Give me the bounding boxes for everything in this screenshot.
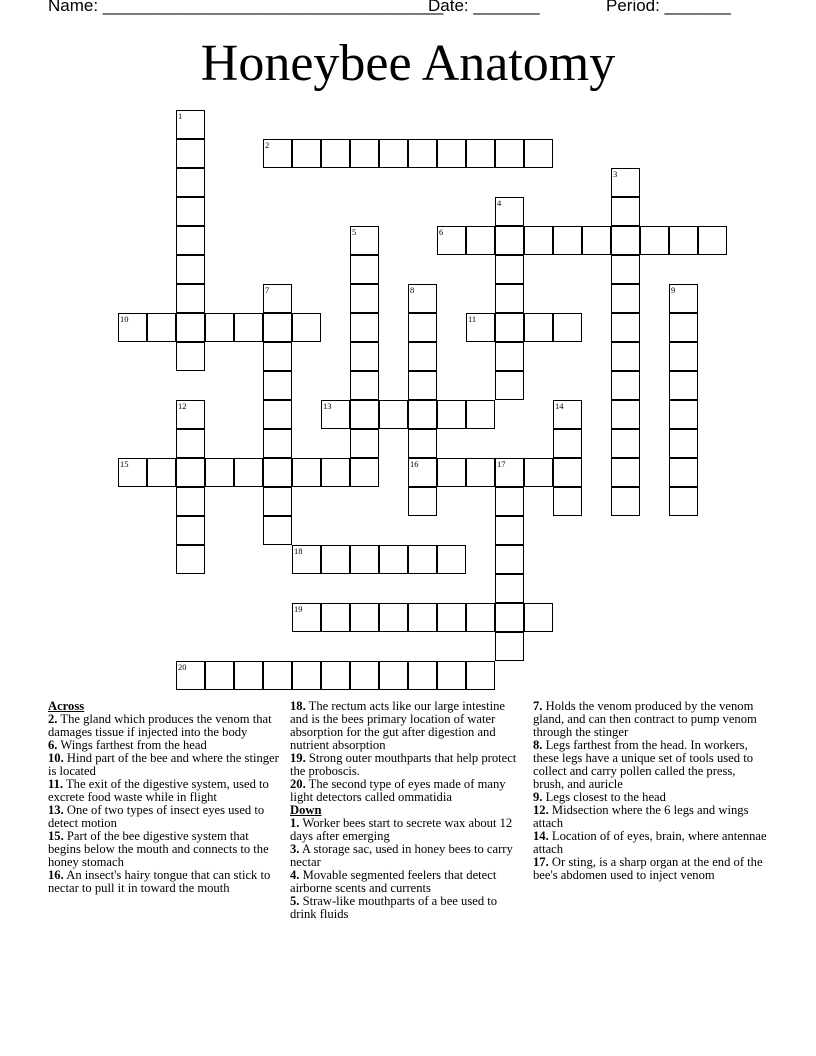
clue-item xyxy=(290,843,526,869)
crossword-cell[interactable] xyxy=(147,458,176,487)
crossword-cell[interactable] xyxy=(176,545,205,574)
clue-item xyxy=(290,895,526,921)
clue-number-label: 6 xyxy=(439,227,444,237)
crossword-cell[interactable] xyxy=(495,284,524,313)
clue-item xyxy=(533,804,769,830)
clue-number: 4. xyxy=(290,868,300,882)
clue-number-label: 13 xyxy=(323,401,332,411)
crossword-cell[interactable] xyxy=(176,284,205,313)
crossword-cell[interactable] xyxy=(379,603,408,632)
crossword-cell[interactable] xyxy=(611,458,640,487)
crossword-cell[interactable] xyxy=(321,400,350,429)
crossword-cell[interactable] xyxy=(611,371,640,400)
crossword-cell[interactable] xyxy=(437,458,466,487)
crossword-cell[interactable] xyxy=(669,487,698,516)
clue-number: 15. xyxy=(48,829,64,843)
crossword-cell[interactable] xyxy=(263,458,292,487)
clue-text: Wings farthest from the head xyxy=(60,738,207,752)
crossword-cell[interactable] xyxy=(437,226,466,255)
crossword-cell[interactable] xyxy=(553,487,582,516)
crossword-cell[interactable] xyxy=(292,139,321,168)
crossword-cell[interactable] xyxy=(495,197,524,226)
crossword-cell[interactable] xyxy=(611,342,640,371)
clue-text: Straw-like mouthparts of a bee used to drink fluids xyxy=(290,894,498,921)
name-field[interactable]: Name: ____________________________________ xyxy=(48,0,444,15)
crossword-cell[interactable] xyxy=(292,545,321,574)
crossword-cell[interactable] xyxy=(350,255,379,284)
crossword-cell[interactable] xyxy=(234,313,263,342)
crossword-cell[interactable] xyxy=(263,139,292,168)
crossword-cell[interactable] xyxy=(263,371,292,400)
clue-item xyxy=(533,830,769,856)
page-title: Honeybee Anatomy xyxy=(200,35,616,92)
clue-number-label: 18 xyxy=(294,546,303,556)
clue-item xyxy=(533,700,769,739)
crossword-cell[interactable] xyxy=(495,313,524,342)
clue-text: One of two types of insect eyes used to detect motion xyxy=(48,803,265,830)
clue-text: Or sting, is a sharp organ at the end of the bee's abdomen used to inject venom xyxy=(533,855,763,882)
clue-text: Worker bees start to secrete wax about 12 days after emerging xyxy=(290,816,513,843)
crossword-cell[interactable] xyxy=(611,487,640,516)
crossword-cell[interactable] xyxy=(408,487,437,516)
crossword-cell[interactable] xyxy=(408,603,437,632)
clue-text: Movable segmented feelers that detect airborne scents and currents xyxy=(290,868,497,895)
crossword-cell[interactable] xyxy=(408,139,437,168)
clue-number: 10. xyxy=(48,751,64,765)
crossword-cell[interactable] xyxy=(495,458,524,487)
crossword-cell[interactable] xyxy=(524,226,553,255)
clue-item xyxy=(48,713,284,739)
crossword-cell[interactable] xyxy=(263,516,292,545)
crossword-cell[interactable] xyxy=(176,400,205,429)
crossword-cell[interactable] xyxy=(437,139,466,168)
crossword-cell[interactable] xyxy=(176,313,205,342)
header xyxy=(48,0,768,20)
clue-text: An insect's hairy tongue that can stick to nectar to pull it in toward the mouth xyxy=(48,868,271,895)
period-field[interactable]: Period: _______ xyxy=(606,0,731,15)
crossword-cell[interactable] xyxy=(698,226,727,255)
crossword-cell[interactable] xyxy=(263,313,292,342)
clue-number: 5. xyxy=(290,894,300,908)
clue-column-3 xyxy=(533,700,769,882)
crossword-cell[interactable] xyxy=(205,661,234,690)
clue-number-label: 7 xyxy=(265,285,270,295)
clue-number-label: 16 xyxy=(410,459,419,469)
clue-column-1 xyxy=(48,700,284,895)
crossword-cell[interactable] xyxy=(350,371,379,400)
clue-number-label: 2 xyxy=(265,140,270,150)
date-field[interactable]: Date: _______ xyxy=(428,0,540,15)
clue-item xyxy=(533,739,769,791)
crossword-cell[interactable] xyxy=(408,371,437,400)
crossword-cell[interactable] xyxy=(234,458,263,487)
crossword-cell[interactable] xyxy=(350,458,379,487)
crossword-cell[interactable] xyxy=(553,400,582,429)
crossword-cell[interactable] xyxy=(524,313,553,342)
clue-text: The rectum acts like our large intestine and is the bees primary location of water absorption for the gut after digestion and nutrient absorption xyxy=(290,699,505,752)
crossword-cell[interactable] xyxy=(118,458,147,487)
clue-number: 20. xyxy=(290,777,306,791)
crossword-cell[interactable] xyxy=(263,284,292,313)
clue-number: 17. xyxy=(533,855,549,869)
crossword-cell[interactable] xyxy=(669,458,698,487)
crossword-cell[interactable] xyxy=(205,313,234,342)
crossword-cell[interactable] xyxy=(437,545,466,574)
crossword-cell[interactable] xyxy=(321,661,350,690)
clue-number: 3. xyxy=(290,842,300,856)
clue-text: Midsection where the 6 legs and wings attach xyxy=(533,803,749,830)
clue-text: Legs farthest from the head. In workers, these legs have a unique set of tools used to collect and carry pollen called the press, brush, and auricle xyxy=(533,738,753,791)
crossword-cell[interactable] xyxy=(611,226,640,255)
crossword-cell[interactable] xyxy=(495,632,524,661)
crossword-cell[interactable] xyxy=(176,516,205,545)
crossword-cell[interactable] xyxy=(466,313,495,342)
clue-text: The second type of eyes made of many light detectors called ommatidia xyxy=(290,777,506,804)
crossword-cell[interactable] xyxy=(495,487,524,516)
crossword-cell[interactable] xyxy=(321,139,350,168)
clue-number: 13. xyxy=(48,803,64,817)
crossword-cell[interactable] xyxy=(495,139,524,168)
crossword-cell[interactable] xyxy=(408,429,437,458)
clue-number: 11. xyxy=(48,777,64,791)
crossword-cell[interactable] xyxy=(263,400,292,429)
crossword-cell[interactable] xyxy=(437,603,466,632)
crossword-cell[interactable] xyxy=(408,661,437,690)
crossword-cell[interactable] xyxy=(321,458,350,487)
clue-number-label: 9 xyxy=(671,285,676,295)
crossword-cell[interactable] xyxy=(553,458,582,487)
crossword-cell[interactable] xyxy=(669,226,698,255)
crossword-cell[interactable] xyxy=(495,603,524,632)
crossword-cell[interactable] xyxy=(379,400,408,429)
crossword-cell[interactable] xyxy=(524,458,553,487)
crossword-cell[interactable] xyxy=(553,429,582,458)
crossword-cell[interactable] xyxy=(408,313,437,342)
crossword-cell[interactable] xyxy=(669,429,698,458)
crossword-cell[interactable] xyxy=(611,255,640,284)
clue-text: Legs closest to the head xyxy=(545,790,666,804)
clue-number: 8. xyxy=(533,738,543,752)
clue-number: 9. xyxy=(533,790,543,804)
clue-item xyxy=(48,869,284,895)
crossword-cell[interactable] xyxy=(379,661,408,690)
crossword-cell[interactable] xyxy=(669,400,698,429)
crossword-cell[interactable] xyxy=(176,226,205,255)
crossword-cell[interactable] xyxy=(611,284,640,313)
clue-number-label: 4 xyxy=(497,198,502,208)
clue-number: 16. xyxy=(48,868,64,882)
crossword-cell[interactable] xyxy=(408,458,437,487)
crossword-cell[interactable] xyxy=(350,400,379,429)
crossword-cell[interactable] xyxy=(495,255,524,284)
crossword-cell[interactable] xyxy=(350,284,379,313)
crossword-cell[interactable] xyxy=(176,458,205,487)
crossword-cell[interactable] xyxy=(466,400,495,429)
crossword-cell[interactable] xyxy=(669,371,698,400)
clue-item xyxy=(48,752,284,778)
crossword-cell[interactable] xyxy=(466,226,495,255)
crossword-cell[interactable] xyxy=(611,429,640,458)
clue-text: Location of of eyes, brain, where antennae attach xyxy=(533,829,767,856)
crossword-cell[interactable] xyxy=(321,603,350,632)
clue-number-label: 11 xyxy=(468,314,477,324)
crossword-cell[interactable] xyxy=(350,429,379,458)
crossword-cell[interactable] xyxy=(524,603,553,632)
crossword-cell[interactable] xyxy=(147,313,176,342)
crossword-cell[interactable] xyxy=(437,400,466,429)
down-heading: Down xyxy=(290,803,322,817)
clue-item xyxy=(533,856,769,882)
clue-number: 7. xyxy=(533,699,543,713)
clue-item xyxy=(48,804,284,830)
clue-text: A storage sac, used in honey bees to carry nectar xyxy=(290,842,513,869)
crossword-cell[interactable] xyxy=(466,139,495,168)
crossword-cell[interactable] xyxy=(669,313,698,342)
crossword-cell[interactable] xyxy=(350,603,379,632)
crossword-cell[interactable] xyxy=(495,516,524,545)
crossword-cell[interactable] xyxy=(350,545,379,574)
clue-text: The gland which produces the venom that damages tissue if injected into the body xyxy=(48,712,272,739)
clue-number-label: 20 xyxy=(178,662,187,672)
crossword-cell[interactable] xyxy=(379,139,408,168)
crossword-cell[interactable] xyxy=(263,429,292,458)
crossword-cell[interactable] xyxy=(350,226,379,255)
clue-number-label: 3 xyxy=(613,169,618,179)
clue-number-label: 10 xyxy=(120,314,129,324)
clue-text: Part of the bee digestive system that begins below the mouth and connects to the honey stomach xyxy=(48,829,269,869)
crossword-cell[interactable] xyxy=(524,139,553,168)
crossword-cell[interactable] xyxy=(611,197,640,226)
crossword-cell[interactable] xyxy=(321,545,350,574)
crossword-cell[interactable] xyxy=(176,429,205,458)
crossword-cell[interactable] xyxy=(495,226,524,255)
across-heading: Across xyxy=(48,699,85,713)
crossword-cell[interactable] xyxy=(176,487,205,516)
crossword-cell[interactable] xyxy=(466,603,495,632)
clue-item xyxy=(290,752,526,778)
crossword-cell[interactable] xyxy=(466,458,495,487)
clue-number-label: 8 xyxy=(410,285,415,295)
clue-text: The exit of the digestive system, used to excrete food waste while in flight xyxy=(48,777,269,804)
clue-number-label: 19 xyxy=(294,604,303,614)
crossword-cell[interactable] xyxy=(669,284,698,313)
crossword-cell[interactable] xyxy=(263,487,292,516)
clue-number-label: 17 xyxy=(497,459,506,469)
crossword-cell[interactable] xyxy=(408,342,437,371)
clue-number: 2. xyxy=(48,712,58,726)
clue-number-label: 15 xyxy=(120,459,129,469)
clue-column-2 xyxy=(290,700,526,921)
clue-item xyxy=(48,830,284,869)
clue-number: 12. xyxy=(533,803,549,817)
crossword-cell[interactable] xyxy=(350,313,379,342)
crossword-cell[interactable] xyxy=(234,661,263,690)
crossword-cell[interactable] xyxy=(176,661,205,690)
clue-number: 6. xyxy=(48,738,58,752)
crossword-cell[interactable] xyxy=(611,400,640,429)
crossword-cell[interactable] xyxy=(292,313,321,342)
clue-number-label: 12 xyxy=(178,401,187,411)
crossword-cell[interactable] xyxy=(495,371,524,400)
clue-item xyxy=(290,700,526,752)
clue-text: Holds the venom produced by the venom gland, and can then contract to pump venom through the stinger xyxy=(533,699,757,739)
crossword-cell[interactable] xyxy=(495,574,524,603)
clue-item xyxy=(48,778,284,804)
crossword-cell[interactable] xyxy=(553,226,582,255)
crossword-cell[interactable] xyxy=(640,226,669,255)
crossword-cell[interactable] xyxy=(379,545,408,574)
crossword-cell[interactable] xyxy=(118,313,147,342)
crossword-cell[interactable] xyxy=(408,400,437,429)
crossword-cell[interactable] xyxy=(176,168,205,197)
clue-number: 19. xyxy=(290,751,306,765)
clue-text: Strong outer mouthparts that help protect the proboscis. xyxy=(290,751,517,778)
clue-number: 14. xyxy=(533,829,549,843)
crossword-cell[interactable] xyxy=(176,110,205,139)
crossword-cell[interactable] xyxy=(176,197,205,226)
crossword-cell[interactable] xyxy=(553,313,582,342)
clue-number: 1. xyxy=(290,816,300,830)
crossword-cell[interactable] xyxy=(292,661,321,690)
crossword-cell[interactable] xyxy=(437,661,466,690)
crossword-cell[interactable] xyxy=(350,139,379,168)
clue-number-label: 14 xyxy=(555,401,564,411)
clue-number: 18. xyxy=(290,699,306,713)
crossword-cell[interactable] xyxy=(205,458,234,487)
clue-text: Hind part of the bee and where the stinger is located xyxy=(48,751,279,778)
crossword-cell[interactable] xyxy=(466,661,495,690)
clue-number-label: 1 xyxy=(178,111,183,121)
crossword-cell[interactable] xyxy=(408,284,437,313)
crossword-cell[interactable] xyxy=(292,603,321,632)
crossword-cell[interactable] xyxy=(176,342,205,371)
crossword-cell[interactable] xyxy=(350,661,379,690)
clue-item xyxy=(290,869,526,895)
crossword-cell[interactable] xyxy=(350,342,379,371)
crossword-cell[interactable] xyxy=(611,168,640,197)
crossword-cell[interactable] xyxy=(176,139,205,168)
crossword-cell[interactable] xyxy=(669,342,698,371)
crossword-cell[interactable] xyxy=(292,458,321,487)
crossword-cell[interactable] xyxy=(263,661,292,690)
clue-item xyxy=(290,778,526,804)
crossword-cell[interactable] xyxy=(263,342,292,371)
clue-number-label: 5 xyxy=(352,227,357,237)
crossword-cell[interactable] xyxy=(495,545,524,574)
crossword-cell[interactable] xyxy=(611,313,640,342)
clue-item xyxy=(290,817,526,843)
crossword-cell[interactable] xyxy=(582,226,611,255)
crossword-cell[interactable] xyxy=(495,342,524,371)
crossword-cell[interactable] xyxy=(176,255,205,284)
crossword-cell[interactable] xyxy=(408,545,437,574)
